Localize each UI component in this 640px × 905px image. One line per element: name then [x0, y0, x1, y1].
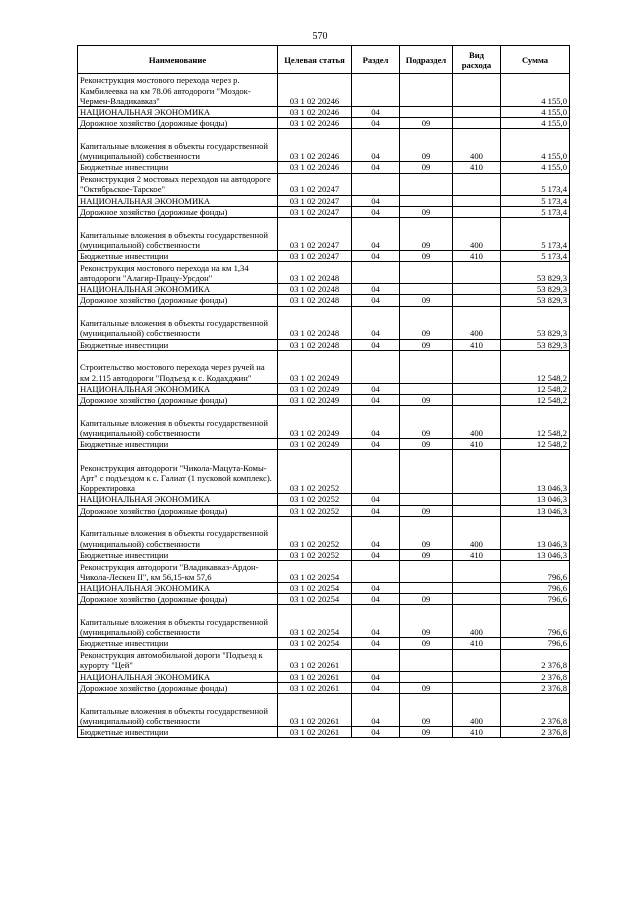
cell-code: 03 1 02 20246	[278, 162, 352, 173]
table-header	[78, 46, 570, 74]
cell-expense-type: 400	[453, 516, 501, 549]
cell-code: 03 1 02 20252	[278, 549, 352, 560]
cell-code: 03 1 02 20246	[278, 107, 352, 118]
header-subsection: Подраздел	[400, 46, 453, 74]
table-row	[78, 350, 570, 383]
cell-section: 04	[352, 638, 400, 649]
cell-section: 04	[352, 206, 400, 217]
cell-amount: 796,6	[501, 583, 570, 594]
cell-name: Бюджетные инвестиции	[78, 162, 278, 173]
table-row	[78, 129, 570, 162]
cell-name: Реконструкция мостового перехода на км 1,34 автодороги "Алагир-Працу-Урсдон"	[78, 262, 278, 284]
cell-code: 03 1 02 20247	[278, 251, 352, 262]
cell-code: 03 1 02 20261	[278, 671, 352, 682]
cell-amount: 5 173,4	[501, 251, 570, 262]
cell-expense-type	[453, 450, 501, 494]
cell-expense-type	[453, 74, 501, 107]
cell-code: 03 1 02 20248	[278, 339, 352, 350]
cell-subsection	[400, 284, 453, 295]
table-row	[78, 162, 570, 173]
cell-name: Дорожное хозяйство (дорожные фонды)	[78, 395, 278, 406]
table-row	[78, 594, 570, 605]
cell-name: Дорожное хозяйство (дорожные фонды)	[78, 682, 278, 693]
cell-subsection: 09	[400, 339, 453, 350]
cell-subsection: 09	[400, 118, 453, 129]
cell-subsection: 09	[400, 206, 453, 217]
cell-expense-type	[453, 383, 501, 394]
cell-subsection	[400, 561, 453, 583]
table-row	[78, 284, 570, 295]
cell-code: 03 1 02 20254	[278, 594, 352, 605]
cell-subsection: 09	[400, 439, 453, 450]
cell-amount: 53 829,3	[501, 339, 570, 350]
cell-expense-type: 410	[453, 638, 501, 649]
cell-code: 03 1 02 20249	[278, 383, 352, 394]
cell-code: 03 1 02 20249	[278, 395, 352, 406]
table-row	[78, 583, 570, 594]
table-row	[78, 383, 570, 394]
cell-subsection: 09	[400, 682, 453, 693]
cell-expense-type: 410	[453, 251, 501, 262]
cell-name: Реконструкция 2 мостовых переходов на автодороге "Октябрьское-Тарское"	[78, 173, 278, 195]
table-row	[78, 406, 570, 439]
table-row	[78, 339, 570, 350]
cell-name: НАЦИОНАЛЬНАЯ ЭКОНОМИКА	[78, 383, 278, 394]
cell-subsection: 09	[400, 549, 453, 560]
cell-section: 04	[352, 583, 400, 594]
table-row	[78, 450, 570, 494]
cell-expense-type: 400	[453, 605, 501, 638]
cell-name: Бюджетные инвестиции	[78, 638, 278, 649]
cell-name: Дорожное хозяйство (дорожные фонды)	[78, 206, 278, 217]
table-row	[78, 605, 570, 638]
cell-section: 04	[352, 605, 400, 638]
cell-subsection	[400, 173, 453, 195]
table-row	[78, 173, 570, 195]
cell-code: 03 1 02 20261	[278, 694, 352, 727]
cell-section	[352, 173, 400, 195]
cell-amount: 53 829,3	[501, 306, 570, 339]
cell-code: 03 1 02 20252	[278, 516, 352, 549]
cell-name: Дорожное хозяйство (дорожные фонды)	[78, 118, 278, 129]
cell-amount: 2 376,8	[501, 682, 570, 693]
cell-expense-type	[453, 682, 501, 693]
cell-expense-type	[453, 494, 501, 505]
cell-name: Реконструкция автомобильной дороги "Подъезд к курорту "Цей"	[78, 649, 278, 671]
cell-section: 04	[352, 682, 400, 693]
cell-section	[352, 74, 400, 107]
cell-code: 03 1 02 20246	[278, 74, 352, 107]
cell-section: 04	[352, 295, 400, 306]
cell-amount: 53 829,3	[501, 262, 570, 284]
cell-code: 03 1 02 20247	[278, 206, 352, 217]
cell-amount: 4 155,0	[501, 118, 570, 129]
table-row	[78, 306, 570, 339]
cell-name: НАЦИОНАЛЬНАЯ ЭКОНОМИКА	[78, 195, 278, 206]
cell-subsection: 09	[400, 295, 453, 306]
cell-subsection: 09	[400, 516, 453, 549]
table-row	[78, 505, 570, 516]
header-section: Раздел	[352, 46, 400, 74]
cell-code: 03 1 02 20261	[278, 682, 352, 693]
cell-code: 03 1 02 20248	[278, 306, 352, 339]
table-row	[78, 251, 570, 262]
cell-code: 03 1 02 20249	[278, 406, 352, 439]
cell-code: 03 1 02 20252	[278, 494, 352, 505]
cell-expense-type: 410	[453, 439, 501, 450]
cell-subsection	[400, 74, 453, 107]
cell-section: 04	[352, 594, 400, 605]
table-row	[78, 395, 570, 406]
cell-subsection	[400, 649, 453, 671]
cell-subsection	[400, 583, 453, 594]
cell-amount: 796,6	[501, 561, 570, 583]
cell-expense-type: 400	[453, 129, 501, 162]
cell-section: 04	[352, 549, 400, 560]
cell-subsection	[400, 195, 453, 206]
cell-code: 03 1 02 20248	[278, 262, 352, 284]
table-row	[78, 74, 570, 107]
cell-amount: 796,6	[501, 605, 570, 638]
cell-expense-type: 400	[453, 218, 501, 251]
table-row	[78, 727, 570, 738]
cell-code: 03 1 02 20247	[278, 195, 352, 206]
table-row	[78, 118, 570, 129]
cell-amount: 796,6	[501, 594, 570, 605]
cell-code: 03 1 02 20246	[278, 118, 352, 129]
cell-section: 04	[352, 439, 400, 450]
cell-section: 04	[352, 251, 400, 262]
cell-code: 03 1 02 20248	[278, 284, 352, 295]
cell-name: Капитальные вложения в объекты государственной (муниципальной) собственности	[78, 605, 278, 638]
cell-code: 03 1 02 20247	[278, 173, 352, 195]
cell-code: 03 1 02 20249	[278, 350, 352, 383]
cell-name: НАЦИОНАЛЬНАЯ ЭКОНОМИКА	[78, 494, 278, 505]
cell-name: НАЦИОНАЛЬНАЯ ЭКОНОМИКА	[78, 583, 278, 594]
cell-code: 03 1 02 20254	[278, 638, 352, 649]
cell-name: Капитальные вложения в объекты государственной (муниципальной) собственности	[78, 516, 278, 549]
cell-name: Дорожное хозяйство (дорожные фонды)	[78, 594, 278, 605]
cell-name: Бюджетные инвестиции	[78, 339, 278, 350]
cell-subsection: 09	[400, 605, 453, 638]
cell-subsection: 09	[400, 162, 453, 173]
cell-code: 03 1 02 20247	[278, 218, 352, 251]
cell-name: Реконструкция мостового перехода через р. Камбилеевка на км 78.06 автодороги "Моздок-Чермен-Владикавказ"	[78, 74, 278, 107]
cell-expense-type: 400	[453, 694, 501, 727]
cell-name: Бюджетные инвестиции	[78, 727, 278, 738]
header-expense-type: Вид расхода	[453, 46, 501, 74]
cell-section: 04	[352, 671, 400, 682]
cell-section: 04	[352, 395, 400, 406]
cell-section	[352, 450, 400, 494]
table-row	[78, 561, 570, 583]
cell-amount: 796,6	[501, 638, 570, 649]
cell-section: 04	[352, 306, 400, 339]
table-row	[78, 694, 570, 727]
table-row	[78, 494, 570, 505]
cell-name: НАЦИОНАЛЬНАЯ ЭКОНОМИКА	[78, 284, 278, 295]
cell-name: Бюджетные инвестиции	[78, 549, 278, 560]
cell-section: 04	[352, 129, 400, 162]
cell-code: 03 1 02 20254	[278, 605, 352, 638]
table-row	[78, 206, 570, 217]
table-row	[78, 107, 570, 118]
cell-section: 04	[352, 505, 400, 516]
cell-expense-type	[453, 594, 501, 605]
cell-subsection: 09	[400, 727, 453, 738]
cell-amount: 5 173,4	[501, 173, 570, 195]
header-amount: Сумма	[501, 46, 570, 74]
cell-amount: 4 155,0	[501, 74, 570, 107]
cell-name: НАЦИОНАЛЬНАЯ ЭКОНОМИКА	[78, 107, 278, 118]
cell-name: Капитальные вложения в объекты государственной (муниципальной) собственности	[78, 129, 278, 162]
cell-expense-type	[453, 107, 501, 118]
cell-subsection	[400, 383, 453, 394]
cell-name: Капитальные вложения в объекты государственной (муниципальной) собственности	[78, 406, 278, 439]
cell-section: 04	[352, 339, 400, 350]
cell-amount: 2 376,8	[501, 671, 570, 682]
table-row	[78, 195, 570, 206]
cell-section	[352, 350, 400, 383]
cell-expense-type	[453, 561, 501, 583]
cell-name: Дорожное хозяйство (дорожные фонды)	[78, 295, 278, 306]
table-row	[78, 649, 570, 671]
page-number: 570	[312, 31, 328, 42]
cell-code: 03 1 02 20248	[278, 295, 352, 306]
cell-subsection: 09	[400, 129, 453, 162]
table-row	[78, 516, 570, 549]
cell-expense-type: 400	[453, 406, 501, 439]
cell-section: 04	[352, 727, 400, 738]
cell-subsection: 09	[400, 306, 453, 339]
cell-code: 03 1 02 20261	[278, 649, 352, 671]
cell-subsection	[400, 262, 453, 284]
cell-amount: 12 548,2	[501, 439, 570, 450]
cell-section	[352, 649, 400, 671]
cell-expense-type: 410	[453, 727, 501, 738]
cell-subsection: 09	[400, 395, 453, 406]
cell-section	[352, 561, 400, 583]
cell-name: Капитальные вложения в объекты государственной (муниципальной) собственности	[78, 306, 278, 339]
cell-expense-type	[453, 671, 501, 682]
cell-amount: 2 376,8	[501, 649, 570, 671]
cell-section: 04	[352, 218, 400, 251]
cell-expense-type	[453, 173, 501, 195]
cell-code: 03 1 02 20254	[278, 583, 352, 594]
cell-code: 03 1 02 20246	[278, 129, 352, 162]
cell-section: 04	[352, 118, 400, 129]
budget-table	[77, 45, 570, 738]
cell-amount: 53 829,3	[501, 295, 570, 306]
cell-subsection: 09	[400, 638, 453, 649]
cell-subsection	[400, 671, 453, 682]
cell-subsection: 09	[400, 694, 453, 727]
cell-name: Реконструкция автодороги "Владикавказ-Ардон-Чикола-Лескен II", км 56,15-км 57,6	[78, 561, 278, 583]
cell-amount: 4 155,0	[501, 107, 570, 118]
cell-section: 04	[352, 406, 400, 439]
cell-code: 03 1 02 20252	[278, 505, 352, 516]
cell-amount: 13 046,3	[501, 494, 570, 505]
cell-expense-type	[453, 350, 501, 383]
cell-amount: 5 173,4	[501, 206, 570, 217]
table-row	[78, 218, 570, 251]
cell-amount: 53 829,3	[501, 284, 570, 295]
table-row	[78, 638, 570, 649]
cell-subsection	[400, 107, 453, 118]
cell-section: 04	[352, 383, 400, 394]
cell-expense-type: 410	[453, 162, 501, 173]
cell-section: 04	[352, 694, 400, 727]
cell-amount: 4 155,0	[501, 162, 570, 173]
table-body	[78, 74, 570, 738]
cell-section: 04	[352, 516, 400, 549]
cell-name: Бюджетные инвестиции	[78, 439, 278, 450]
cell-expense-type	[453, 262, 501, 284]
cell-expense-type: 410	[453, 339, 501, 350]
table-row	[78, 439, 570, 450]
cell-name: Дорожное хозяйство (дорожные фонды)	[78, 505, 278, 516]
cell-amount: 5 173,4	[501, 195, 570, 206]
cell-expense-type	[453, 195, 501, 206]
cell-name: Строительство мостового перехода через ручей на км 2.115 автодороги "Подъезд к с. Кодахджин"	[78, 350, 278, 383]
cell-expense-type	[453, 284, 501, 295]
cell-section: 04	[352, 494, 400, 505]
cell-section: 04	[352, 284, 400, 295]
cell-section	[352, 262, 400, 284]
cell-expense-type	[453, 206, 501, 217]
cell-amount: 13 046,3	[501, 450, 570, 494]
cell-expense-type	[453, 395, 501, 406]
table-row	[78, 671, 570, 682]
cell-amount: 12 548,2	[501, 383, 570, 394]
cell-amount: 12 548,2	[501, 395, 570, 406]
cell-subsection: 09	[400, 218, 453, 251]
cell-amount: 12 548,2	[501, 406, 570, 439]
cell-expense-type	[453, 295, 501, 306]
cell-amount: 13 046,3	[501, 549, 570, 560]
cell-amount: 13 046,3	[501, 516, 570, 549]
cell-name: НАЦИОНАЛЬНАЯ ЭКОНОМИКА	[78, 671, 278, 682]
header-code: Целевая статья	[278, 46, 352, 74]
cell-name: Бюджетные инвестиции	[78, 251, 278, 262]
table-row	[78, 682, 570, 693]
cell-expense-type	[453, 118, 501, 129]
cell-name: Капитальные вложения в объекты государственной (муниципальной) собственности	[78, 694, 278, 727]
cell-amount: 4 155,0	[501, 129, 570, 162]
table-row	[78, 262, 570, 284]
cell-subsection: 09	[400, 406, 453, 439]
cell-code: 03 1 02 20252	[278, 450, 352, 494]
cell-amount: 13 046,3	[501, 505, 570, 516]
cell-subsection	[400, 450, 453, 494]
cell-subsection: 09	[400, 594, 453, 605]
cell-subsection: 09	[400, 251, 453, 262]
cell-name: Реконструкция автодороги "Чикола-Мацута-Комы-Арт" с подъездом к с. Галиат (1 пусковой комплекс). Корректировка	[78, 450, 278, 494]
cell-code: 03 1 02 20254	[278, 561, 352, 583]
cell-subsection: 09	[400, 505, 453, 516]
cell-expense-type: 410	[453, 549, 501, 560]
cell-code: 03 1 02 20249	[278, 439, 352, 450]
cell-expense-type	[453, 649, 501, 671]
cell-subsection	[400, 494, 453, 505]
cell-amount: 2 376,8	[501, 694, 570, 727]
cell-name: Капитальные вложения в объекты государственной (муниципальной) собственности	[78, 218, 278, 251]
cell-section: 04	[352, 162, 400, 173]
table-row	[78, 549, 570, 560]
header-name: Наименование	[78, 46, 278, 74]
cell-expense-type: 400	[453, 306, 501, 339]
cell-code: 03 1 02 20261	[278, 727, 352, 738]
cell-amount: 5 173,4	[501, 218, 570, 251]
cell-section: 04	[352, 195, 400, 206]
cell-expense-type	[453, 505, 501, 516]
cell-section: 04	[352, 107, 400, 118]
cell-amount: 12 548,2	[501, 350, 570, 383]
cell-amount: 2 376,8	[501, 727, 570, 738]
cell-subsection	[400, 350, 453, 383]
cell-expense-type	[453, 583, 501, 594]
table-row	[78, 295, 570, 306]
